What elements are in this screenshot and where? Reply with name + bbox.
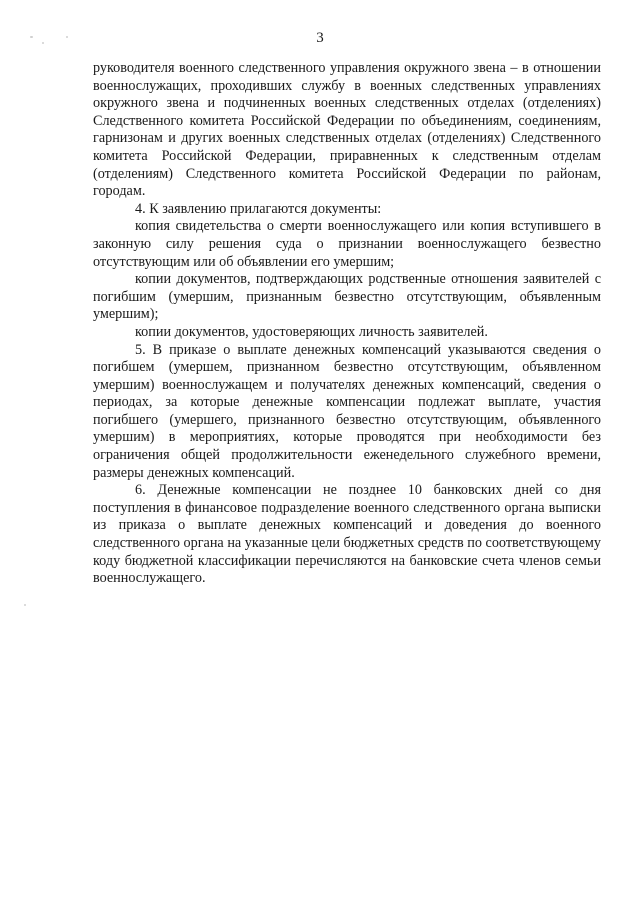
paragraph-item-4-document-3: копии документов, удостоверяющих личность заявителей.	[135, 323, 488, 340]
paragraph-item-4: 4. К заявлению прилагаются документы:	[135, 200, 382, 217]
scan-speck	[24, 604, 26, 606]
paragraph-continuation: руководителя военного следственного управления окружного звена – в отношении военнослужащих, проходивших службу в военных следственных управлениях окружного звена и подчиненных военных следственных отделах (отделениях) Следственного комитета Российской Федерации по объединениям, соединениям, гарнизонам и других военных следственных отделах (отделениях) Следственного комитета Российской Федерации, приравненных к следственным отделам (отделениям) Следственного комитета Российской Федерации по районам, городам.	[93, 60, 601, 200]
paragraph-item-5: 5. В приказе о выплате денежных компенсаций указываются сведения о погибшем (умершем, признанном безвестно отсутствующим, объявленном умершим) военнослужащем и получателях денежных компенсаций, сведения о периодах, за которые денежные компенсации подлежат выплате, участия погибшего (умершего, признанного безвестно отсутствующим, объявленного умершим) в мероприятиях, которые проводятся при необходимости без ограничения общей продолжительности еженедельного служебного времени, размеры денежных компенсаций.	[93, 341, 601, 481]
page-number: 3	[316, 30, 324, 46]
paragraph-item-6: 6. Денежные компенсации не позднее 10 банковских дней со дня поступления в финансовое подразделение военного следственного органа выписки из приказа о выплате денежных компенсаций и доведения до военного следственного органа на указанные цели бюджетных средств по соответствующему коду бюджетной классификации перечисляются на банковские счета членов семьи военнослужащего.	[93, 482, 601, 587]
paragraph-item-4-document-2: копии документов, подтверждающих родственные отношения заявителей с погибшим (умершим, признанным безвестно отсутствующим, объявленным умершим);	[93, 271, 601, 323]
paragraph-item-4-document-1: копия свидетельства о смерти военнослужащего или копия вступившего в законную силу решения суда о признании военнослужащего безвестно отсутствующим или об объявлении его умершим;	[93, 218, 601, 270]
document-body	[93, 60, 601, 588]
